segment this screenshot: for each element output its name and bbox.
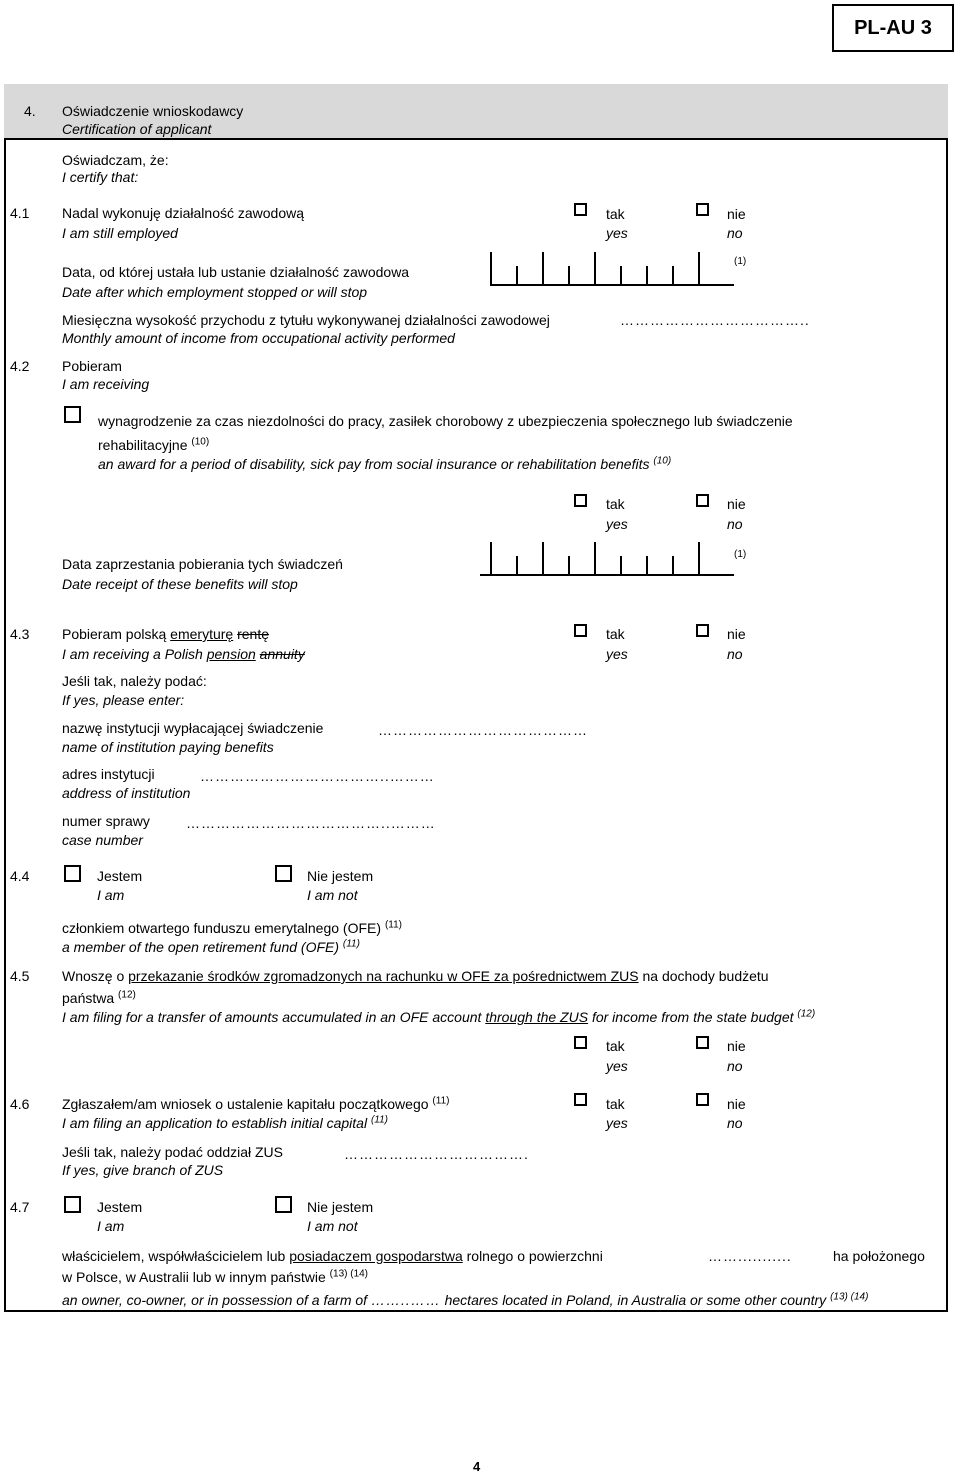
s41-question-en: I am still employed bbox=[62, 225, 178, 241]
s41-question: Nadal wykonuję działalność zawodową bbox=[62, 205, 305, 221]
s47-owner-line2-main: w Polsce, w Australii lub w innym państwie bbox=[62, 1269, 326, 1285]
s41-no-checkbox[interactable] bbox=[696, 203, 709, 216]
s44-am-label-en: I am bbox=[97, 887, 125, 903]
s43-institution-label: nazwę instytucji wypłacającej świadczenie bbox=[62, 720, 324, 736]
s45-text-en-a: I am filing for a transfer of amounts accumulated in an OFE account bbox=[62, 1009, 486, 1025]
s42-yes-label: tak bbox=[606, 496, 625, 512]
s47-number: 4.7 bbox=[10, 1199, 30, 1215]
s45-text-a: Wnoszę o bbox=[62, 968, 129, 984]
s42-no-checkbox[interactable] bbox=[696, 494, 709, 507]
s46-yes-checkbox[interactable] bbox=[574, 1093, 587, 1106]
s41-date-input[interactable] bbox=[490, 252, 734, 286]
s42-benefit-text-line2-text: rehabilitacyjne bbox=[98, 437, 188, 453]
s47-owner-en-b: hectares located in Poland, in Australia or some other country bbox=[444, 1292, 827, 1308]
s45-note: (12) bbox=[118, 989, 136, 1001]
s47-amnot-label-en: I am not bbox=[307, 1218, 358, 1234]
s41-yes-checkbox[interactable] bbox=[574, 203, 587, 216]
page-number: 4 bbox=[473, 1459, 481, 1474]
s47-am-checkbox[interactable] bbox=[64, 1196, 81, 1213]
s41-no-label-en: no bbox=[727, 225, 743, 241]
s41-yes-label-en: yes bbox=[606, 225, 628, 241]
s44-number: 4.4 bbox=[10, 868, 30, 884]
s46-question-main: Zgłaszałem/am wniosek o ustalenie kapitału początkowego bbox=[62, 1096, 429, 1112]
s41-number: 4.1 bbox=[10, 205, 30, 221]
s43-yes-label: tak bbox=[606, 626, 625, 642]
s45-no-label-en: no bbox=[727, 1058, 743, 1074]
s44-member-text bbox=[62, 920, 402, 936]
s46-question-en bbox=[62, 1115, 388, 1131]
s45-text-b: przekazanie środków zgromadzonych na rachunku w OFE za pośrednictwem ZUS bbox=[128, 968, 639, 984]
s43-case-label-en: case number bbox=[62, 832, 143, 848]
s46-yes-label-en: yes bbox=[606, 1115, 628, 1131]
certify-en: I certify that: bbox=[62, 169, 139, 185]
s47-owner-end: ha położonego bbox=[833, 1248, 925, 1264]
s45-text-line2-main: państwa bbox=[62, 990, 115, 1006]
s44-am-label: Jestem bbox=[97, 868, 143, 884]
s46-number: 4.6 bbox=[10, 1096, 30, 1112]
s47-owner-text bbox=[62, 1248, 603, 1264]
s44-amnot-checkbox[interactable] bbox=[275, 865, 292, 882]
s41-date-note: (1) bbox=[734, 256, 747, 267]
s43-q-en-a: I am receiving a Polish bbox=[62, 646, 207, 662]
s46-no-label-en: no bbox=[727, 1115, 743, 1131]
s43-ifyes-en: If yes, please enter: bbox=[62, 692, 185, 708]
s43-number: 4.3 bbox=[10, 626, 30, 642]
s42-no-label: nie bbox=[727, 496, 746, 512]
s42-yes-label-en: yes bbox=[606, 516, 628, 532]
s43-yes-checkbox[interactable] bbox=[574, 624, 587, 637]
s47-owner-a: właścicielem, współwłaścicielem lub bbox=[62, 1248, 290, 1264]
s44-am-checkbox[interactable] bbox=[64, 865, 81, 882]
s47-area-input[interactable]: ……........... bbox=[708, 1248, 792, 1264]
s43-yes-label-en: yes bbox=[606, 646, 628, 662]
s47-amnot-checkbox[interactable] bbox=[275, 1196, 292, 1213]
s42-benefit-text: wynagrodzenie za czas niezdolności do pracy, zasiłek chorobowy z ubezpieczenia społecznego lub świadczenie bbox=[98, 413, 793, 429]
s42-benefit-text-en-text: an award for a period of disability, sick pay from social insurance or rehabilitation benefits bbox=[98, 456, 650, 472]
s42-stop-note: (1) bbox=[734, 549, 747, 560]
s45-text bbox=[62, 968, 769, 984]
s43-case-label: numer sprawy bbox=[62, 813, 150, 829]
s43-q-annuity: rentę bbox=[237, 626, 270, 642]
certify-pl: Oświadczam, że: bbox=[62, 152, 169, 168]
s46-en-note: (11) bbox=[370, 1114, 388, 1126]
s43-q-en-annuity: annuity bbox=[259, 646, 305, 662]
s42-no-label-en: no bbox=[727, 516, 743, 532]
s45-text-line2 bbox=[62, 990, 136, 1006]
s46-no-label: nie bbox=[727, 1096, 746, 1112]
s41-income-label-en: Monthly amount of income from occupational activity performed bbox=[62, 330, 455, 346]
s46-branch-input[interactable]: ………………………………. bbox=[344, 1146, 529, 1162]
s45-text-en-b: through the ZUS bbox=[485, 1009, 589, 1025]
s42-benefit-note: (10) bbox=[191, 436, 210, 448]
s43-institution-input[interactable]: …………………………………… bbox=[378, 722, 588, 738]
s46-branch-label-en: If yes, give branch of ZUS bbox=[62, 1162, 224, 1178]
s44-member-text-main: członkiem otwartego funduszu emerytalnego (OFE) bbox=[62, 920, 382, 936]
s46-note: (11) bbox=[432, 1095, 450, 1107]
s45-no-checkbox[interactable] bbox=[696, 1036, 709, 1049]
s41-date-label-en: Date after which employment stopped or will stop bbox=[62, 284, 368, 300]
s45-yes-checkbox[interactable] bbox=[574, 1036, 587, 1049]
s43-q-pension: emeryturę bbox=[170, 626, 234, 642]
s43-no-label-en: no bbox=[727, 646, 743, 662]
s45-yes-label: tak bbox=[606, 1038, 625, 1054]
s47-owner-en-dots: ……..…… bbox=[370, 1292, 441, 1308]
s42-stop-label-en: Date receipt of these benefits will stop bbox=[62, 576, 298, 592]
s43-q-en-pension: pension bbox=[206, 646, 256, 662]
s42-stop-date-input[interactable] bbox=[480, 542, 734, 576]
s41-yes-label: tak bbox=[606, 206, 625, 222]
s47-owner-c: rolnego o powierzchni bbox=[462, 1248, 603, 1264]
s43-case-input[interactable]: …………………………………..……… bbox=[186, 815, 436, 831]
form-code: PL-AU 3 bbox=[832, 4, 954, 52]
s41-date-label: Data, od której ustała lub ustanie działalność zawodowa bbox=[62, 264, 410, 280]
s45-text-c: na dochody budżetu bbox=[638, 968, 769, 984]
s43-question-en bbox=[62, 646, 305, 662]
s43-no-checkbox[interactable] bbox=[696, 624, 709, 637]
s44-amnot-label: Nie jestem bbox=[307, 868, 374, 884]
s46-branch-label: Jeśli tak, należy podać oddział ZUS bbox=[62, 1144, 283, 1160]
s43-no-label: nie bbox=[727, 626, 746, 642]
s47-owner-en-a: an owner, co-owner, or in possession of a farm of bbox=[62, 1292, 368, 1308]
s42-yes-checkbox[interactable] bbox=[574, 494, 587, 507]
s42-benefit-en-note: (10) bbox=[653, 455, 672, 467]
s47-am-label: Jestem bbox=[97, 1199, 143, 1215]
section-number: 4. bbox=[24, 103, 36, 119]
s42-benefit-text-en bbox=[98, 456, 671, 472]
s47-owner-b: posiadaczem gospodarstwa bbox=[289, 1248, 463, 1264]
s47-owner-notes: (13) (14) bbox=[329, 1268, 369, 1280]
section-title-en: Certification of applicant bbox=[62, 121, 212, 137]
s43-institution-label-en: name of institution paying benefits bbox=[62, 739, 274, 755]
s42-number: 4.2 bbox=[10, 358, 30, 374]
s41-no-label: nie bbox=[727, 206, 746, 222]
s44-member-text-en-main: a member of the open retirement fund (OFE) bbox=[62, 939, 340, 955]
s47-owner-text-en bbox=[62, 1292, 868, 1308]
s46-yes-label: tak bbox=[606, 1096, 625, 1112]
section-title: Oświadczenie wnioskodawcy bbox=[62, 103, 244, 119]
s46-question bbox=[62, 1096, 449, 1112]
s44-member-text-en bbox=[62, 939, 360, 955]
s45-number: 4.5 bbox=[10, 968, 30, 984]
s47-am-label-en: I am bbox=[97, 1218, 125, 1234]
s47-amnot-label: Nie jestem bbox=[307, 1199, 374, 1215]
s42-benefit-text-line2 bbox=[98, 437, 209, 453]
s43-address-label: adres instytucji bbox=[62, 766, 155, 782]
s41-income-label: Miesięczna wysokość przychodu z tytułu wykonywanej działalności zawodowej bbox=[62, 312, 550, 328]
s45-en-note: (12) bbox=[797, 1008, 816, 1020]
s43-address-label-en: address of institution bbox=[62, 785, 191, 801]
s45-yes-label-en: yes bbox=[606, 1058, 628, 1074]
s44-amnot-label-en: I am not bbox=[307, 887, 358, 903]
s47-owner-en-notes: (13) (14) bbox=[830, 1291, 869, 1303]
s47-owner-text-line2 bbox=[62, 1269, 368, 1285]
s44-member-en-note: (11) bbox=[342, 938, 360, 950]
s43-q-a: Pobieram polską bbox=[62, 626, 171, 642]
s43-question bbox=[62, 626, 269, 642]
s43-ifyes: Jeśli tak, należy podać: bbox=[62, 673, 207, 689]
s46-no-checkbox[interactable] bbox=[696, 1093, 709, 1106]
s42-question: Pobieram bbox=[62, 358, 122, 374]
s44-member-note: (11) bbox=[384, 919, 402, 931]
s45-no-label: nie bbox=[727, 1038, 746, 1054]
s42-question-en: I am receiving bbox=[62, 376, 150, 392]
s45-text-en-c: for income from the state budget bbox=[588, 1009, 794, 1025]
s41-income-input[interactable]: ……………………………….. bbox=[620, 312, 810, 328]
s46-question-en-main: I am filing an application to establish initial capital bbox=[62, 1115, 368, 1131]
s43-address-input[interactable]: ………………………………..……… bbox=[200, 768, 435, 784]
s45-text-en bbox=[62, 1009, 815, 1025]
s42-benefit-checkbox[interactable] bbox=[64, 406, 81, 423]
s42-stop-label: Data zaprzestania pobierania tych świadczeń bbox=[62, 556, 343, 572]
